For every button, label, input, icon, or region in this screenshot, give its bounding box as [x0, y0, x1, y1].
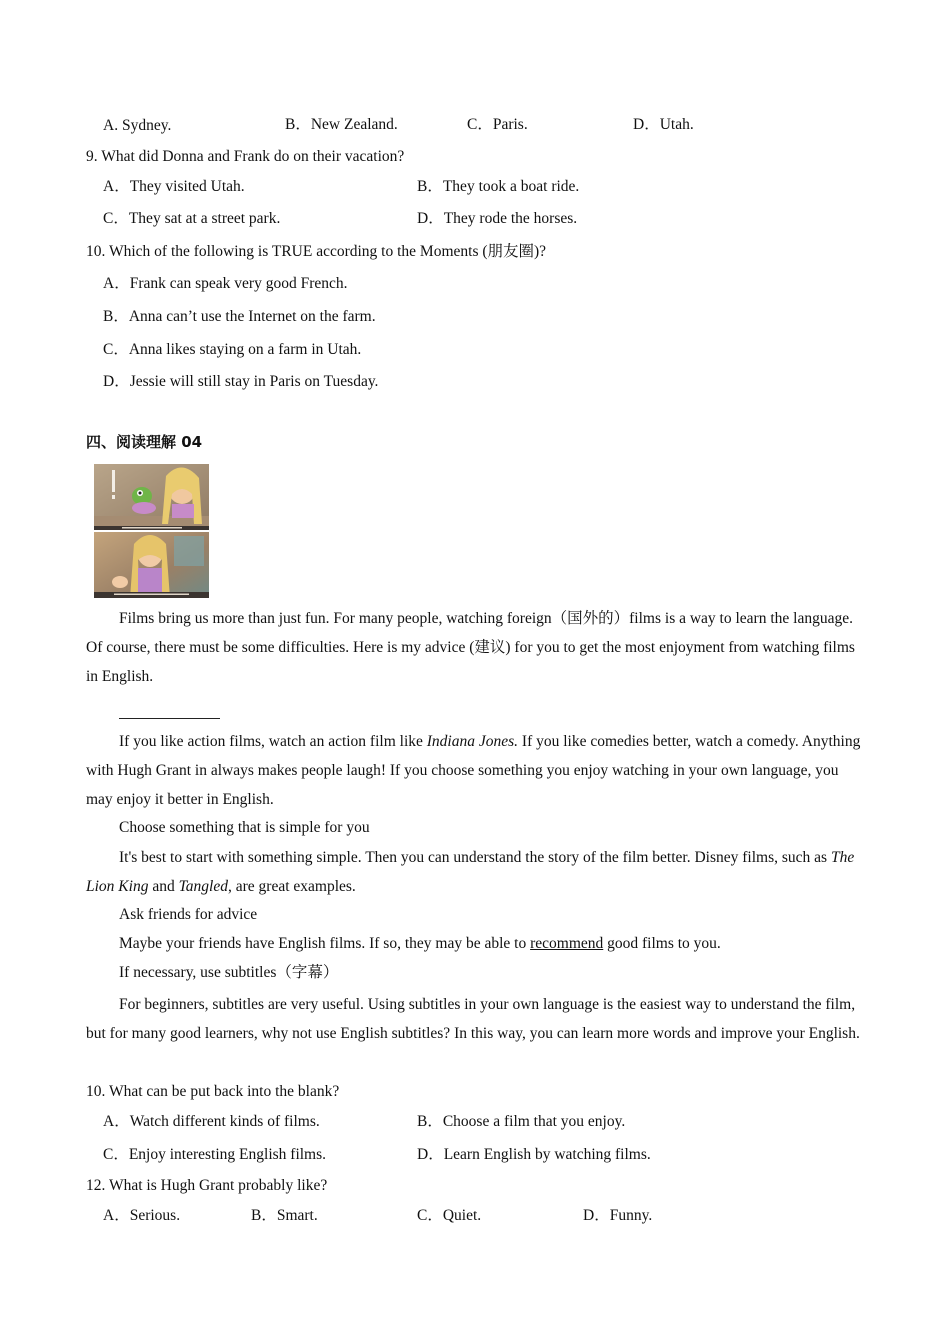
q10b-option-b [417, 1114, 625, 1130]
option-text: Watch different kinds of films. [129, 1113, 320, 1130]
q10b-option-d [417, 1147, 651, 1163]
option-letter: B． [251, 1207, 277, 1224]
q10b-option-c [103, 1147, 326, 1163]
passage-paragraph-4 [86, 990, 866, 1048]
option-text: They sat at a street park. [128, 210, 281, 227]
paragraph-text: If you like comedies better, watch a comedy. Anything with Hugh Grant in always makes people laugh! If you choose something you enjoy watching in your own language, you may enjoy it better in English. [86, 733, 861, 808]
passage-subheading-3: Ask friends for advice [119, 906, 258, 923]
passage-subheading-2: Choose something that is simple for you [119, 819, 370, 836]
option-text: Paris. [492, 116, 528, 133]
option-letter: B． [285, 116, 311, 133]
option-letter: B． [103, 308, 129, 325]
option-letter: D． [103, 373, 130, 390]
option-text: Anna can’t use the Internet on the farm. [128, 308, 376, 325]
option-text: They rode the horses. [443, 210, 578, 227]
paragraph-text: Films bring us more than just fun. For many people, watching foreign（国外的）films is a way to learn the language. Of course, there must be some difficulties. Here is my advice (建议) for you to get the most enjoyment from watching films in English. [86, 610, 855, 685]
option-text: Serious. [129, 1207, 181, 1224]
q12-option-b [251, 1208, 318, 1224]
paragraph-text: good films to you. [603, 935, 721, 952]
question-number: 10. [86, 1083, 106, 1100]
paragraph-text: If you like action films, watch an action film like [119, 733, 427, 750]
paragraph-text: Maybe your friends have English films. If so, they may be able to [119, 935, 531, 952]
option-text: They visited Utah. [129, 178, 245, 195]
option-text: Enjoy interesting English films. [128, 1146, 327, 1163]
film-title: The Lion King [86, 849, 855, 895]
option-letter: C． [417, 1207, 443, 1224]
film-title: Tangled [178, 878, 228, 895]
option-letter: A． [103, 1113, 130, 1130]
option-letter: A. [103, 117, 119, 134]
question-text: What did Donna and Frank do on their vacation? [101, 148, 405, 165]
option-letter: D． [417, 1146, 444, 1163]
q8-option-a [103, 118, 171, 134]
q9-option-b [417, 179, 579, 195]
q9-option-d [417, 211, 577, 227]
q12-question [86, 1178, 327, 1194]
film-stills-image [94, 464, 209, 598]
option-letter: B． [417, 1113, 443, 1130]
underlined-word: recommend [530, 935, 604, 952]
paragraph-text: It's best to start with something simple. Then you can understand the story of the film better. Disney films, such as [119, 849, 831, 866]
option-text: Anna likes staying on a farm in Utah. [128, 341, 362, 358]
option-text: Sydney. [121, 117, 172, 134]
blank-heading-line [119, 718, 220, 719]
q9-option-c [103, 211, 280, 227]
option-letter: A． [103, 178, 130, 195]
option-letter: A． [103, 1207, 130, 1224]
option-letter: D． [417, 210, 444, 227]
option-letter: C． [103, 210, 129, 227]
film-title: Indiana Jones. [426, 733, 519, 750]
question-text: What can be put back into the blank? [108, 1083, 340, 1100]
q10a-option-d [103, 374, 378, 390]
option-letter: A． [103, 275, 130, 292]
option-text: Jessie will still stay in Paris on Tuesday. [129, 373, 379, 390]
question-number: 12. [86, 1177, 106, 1194]
option-letter: C． [103, 341, 129, 358]
q10a-option-a [103, 276, 348, 292]
q10a-question [86, 244, 546, 260]
passage-intro [86, 604, 866, 691]
option-text: New Zealand. [310, 116, 398, 133]
question-text: What is Hugh Grant probably like? [108, 1177, 328, 1194]
passage-paragraph-2 [86, 843, 866, 901]
option-text: Funny. [609, 1207, 653, 1224]
option-text: Smart. [276, 1207, 318, 1224]
q8-option-b [285, 117, 398, 133]
paragraph-text: and [148, 878, 179, 895]
q12-option-d [583, 1208, 652, 1224]
q10b-question [86, 1084, 339, 1100]
q8-option-d [633, 117, 694, 133]
option-text: Frank can speak very good French. [129, 275, 348, 292]
question-number: 10. [86, 243, 106, 260]
paragraph-text: , are great examples. [227, 878, 356, 895]
q10a-option-c [103, 342, 361, 358]
passage-paragraph-1 [86, 727, 866, 814]
option-text: Choose a film that you enjoy. [442, 1113, 626, 1130]
option-letter: B． [417, 178, 443, 195]
option-text: Utah. [659, 116, 694, 133]
q9-option-a [103, 179, 245, 195]
q8-option-c [467, 117, 528, 133]
question-number: 9. [86, 148, 98, 165]
option-letter: D． [583, 1207, 610, 1224]
option-letter: D． [633, 116, 660, 133]
passage-subheading-4: If necessary, use subtitles（字幕） [119, 964, 339, 981]
q9-question [86, 149, 404, 165]
passage-paragraph-3 [119, 936, 721, 952]
q10b-option-a [103, 1114, 320, 1130]
option-text: They took a boat ride. [442, 178, 580, 195]
paragraph-text: For beginners, subtitles are very useful. Using subtitles in your own language is the easiest way to understand the film, but for many good learners, why not use English subtitles? In this way, you can learn more words and improve your English. [86, 996, 860, 1042]
question-text: Which of the following is TRUE according to the Moments (朋友圈)? [108, 243, 547, 260]
q12-option-a [103, 1208, 180, 1224]
q10a-option-b [103, 309, 376, 325]
option-text: Learn English by watching films. [443, 1146, 651, 1163]
option-letter: C． [103, 1146, 129, 1163]
q12-option-c [417, 1208, 481, 1224]
option-text: Quiet. [442, 1207, 482, 1224]
option-letter: C． [467, 116, 493, 133]
section-heading: 四、阅读理解 04 [86, 433, 203, 451]
